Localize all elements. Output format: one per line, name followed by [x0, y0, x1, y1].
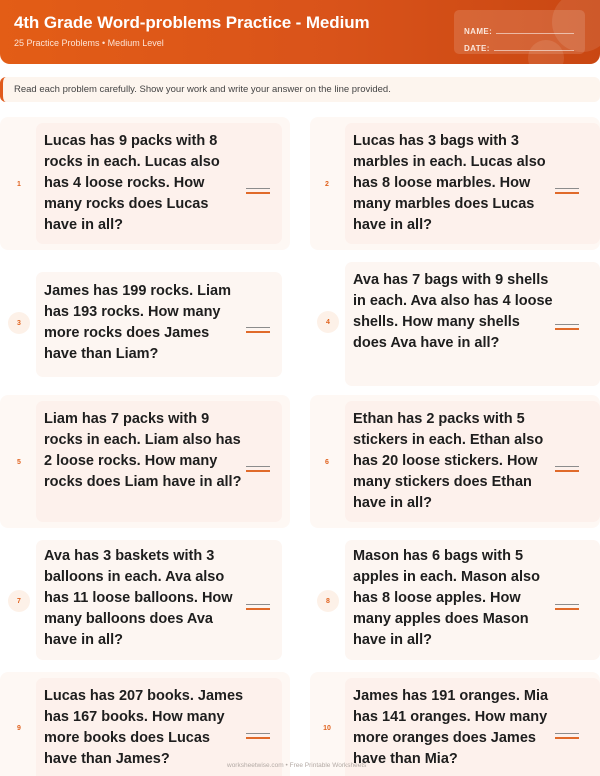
problem-card: [0, 395, 290, 528]
problem-text: Lucas has 3 bags with 3 marbles in each. Lucas also has 8 loose marbles. How many marbles does Lucas have in all?: [353, 133, 546, 233]
problem-number: 10: [323, 724, 331, 732]
answer-line[interactable]: [246, 327, 270, 333]
problem-number: 6: [325, 458, 329, 466]
problem-card: [310, 117, 600, 250]
name-date-box: [454, 10, 585, 54]
problem-card: [0, 117, 290, 250]
problem-number: 1: [17, 180, 21, 188]
answer-line[interactable]: [246, 466, 270, 472]
problem-card: [310, 540, 600, 660]
problem-number: 9: [17, 724, 21, 732]
answer-line[interactable]: [555, 188, 579, 194]
problem-text: James has 191 oranges. Mia has 141 oranges. How many more oranges does James have than Mia?: [353, 688, 549, 767]
worksheet-header: [0, 0, 600, 64]
problem-card: [310, 262, 600, 386]
name-line: [496, 33, 574, 34]
problem-card: [310, 395, 600, 528]
problem-card: [0, 672, 290, 776]
answer-line[interactable]: [246, 733, 270, 739]
problem-card: [310, 672, 600, 776]
date-line: [494, 50, 574, 51]
problem-text: Liam has 7 packs with 9 rocks in each. Liam also has 2 loose rocks. How many rocks does Liam have in all?: [44, 411, 242, 490]
footer-credit: worksheetwise.com • Free Printable Worksheets: [227, 762, 367, 769]
date-field[interactable]: [464, 44, 574, 53]
page-title: 4th Grade Word-problems Practice - Medium: [14, 13, 370, 32]
problem-number: 5: [17, 458, 21, 466]
answer-line[interactable]: [246, 604, 270, 610]
problem-card: [0, 267, 290, 377]
name-field[interactable]: [464, 27, 574, 36]
problem-text: James has 199 rocks. Liam has 193 rocks. How many more rocks does James have than Liam?: [44, 283, 232, 362]
answer-line[interactable]: [246, 188, 270, 194]
problem-text: Lucas has 9 packs with 8 rocks in each. Lucas also has 4 loose rocks. How many rocks does Lucas have in all?: [44, 133, 220, 233]
problem-text: Ava has 7 bags with 9 shells in each. Ava also has 4 loose shells. How many shells does Ava have in all?: [353, 272, 553, 351]
page-subtitle: 25 Practice Problems • Medium Level: [14, 38, 164, 48]
problem-number: 3: [8, 312, 30, 334]
name-label: NAME:: [464, 27, 493, 36]
answer-line[interactable]: [555, 733, 579, 739]
problem-card: [0, 540, 290, 660]
problem-number: 2: [325, 180, 329, 188]
problem-text: Ava has 3 baskets with 3 balloons in each. Ava also has 11 loose balloons. How many balloons does Ava have in all?: [44, 548, 233, 648]
answer-line[interactable]: [555, 324, 579, 330]
instructions-bar: Read each problem carefully. Show your work and write your answer on the line provided.: [0, 77, 600, 102]
answer-line[interactable]: [555, 466, 579, 472]
problem-text: Ethan has 2 packs with 5 stickers in each. Ethan also has 20 loose stickers. How many stickers does Ethan have in all?: [353, 411, 544, 511]
problem-text: Lucas has 207 books. James has 167 books. How many more books does Lucas have than James?: [44, 688, 244, 767]
answer-line[interactable]: [555, 604, 579, 610]
date-label: DATE:: [464, 44, 490, 53]
problem-number: 8: [317, 590, 339, 612]
problem-number: 4: [317, 311, 339, 333]
problem-text: Mason has 6 bags with 5 apples in each. Mason also has 8 loose apples. How many apples does Mason have in all?: [353, 548, 540, 648]
problem-number: 7: [8, 590, 30, 612]
